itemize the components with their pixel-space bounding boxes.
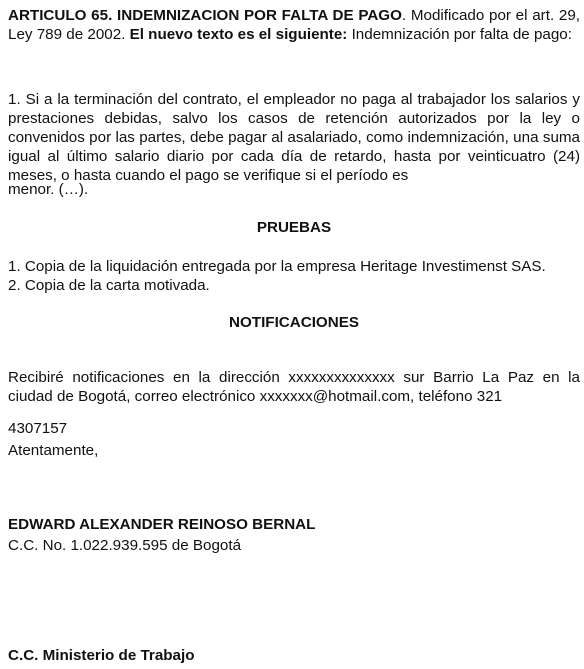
- notificaciones-text: Recibiré notificaciones en la dirección xxxxxxxxxxxxxx sur Barrio La Paz en la ciudad de Bogotá, correo electrónico xxxxxxx@hotmail.com, teléfono 321: [8, 369, 580, 405]
- notificaciones-title: NOTIFICACIONES: [229, 314, 359, 331]
- signature-name: EDWARD ALEXANDER REINOSO BERNAL: [8, 516, 316, 533]
- pruebas-title: PRUEBAS: [256, 219, 332, 236]
- cc-line: C.C. Ministerio de Trabajo: [8, 647, 195, 664]
- pruebas-item-2: 2. Copia de la carta motivada.: [8, 277, 210, 294]
- closing-text: Atentamente,: [8, 442, 99, 459]
- article-intro: [8, 6, 580, 44]
- pruebas-item-1: 1. Copia de la liquidación entregada por la empresa Heritage Investimenst SAS.: [8, 258, 546, 275]
- signature-id: C.C. No. 1.022.939.595 de Bogotá: [8, 537, 242, 554]
- article-heading: ARTICULO 65. INDEMNIZACION POR FALTA DE PAGO: [8, 7, 402, 24]
- article-intro-text: . Modificado por el art. 29, Ley 789 de 2002.: [8, 7, 580, 43]
- article-intro-text-2: Indemnización por falta de pago:: [347, 26, 572, 43]
- notificaciones-phone: 4307157: [8, 420, 68, 437]
- article-paragraph-end: menor. (…).: [8, 181, 89, 198]
- article-intro-bold: El nuevo texto es el siguiente:: [129, 26, 348, 43]
- article-paragraph: 1. Si a la terminación del contrato, el empleador no paga al trabajador los salarios y prestaciones debidas, salvo los casos de retención autorizados por la ley o convenidos por las partes, debe pagar al asalariado, como indemnización, una suma igual al último salario diario por cada día de retardo, hasta por veinticuatro (24) meses, o hasta cuando el pago se verifique si el período es: [8, 91, 580, 184]
